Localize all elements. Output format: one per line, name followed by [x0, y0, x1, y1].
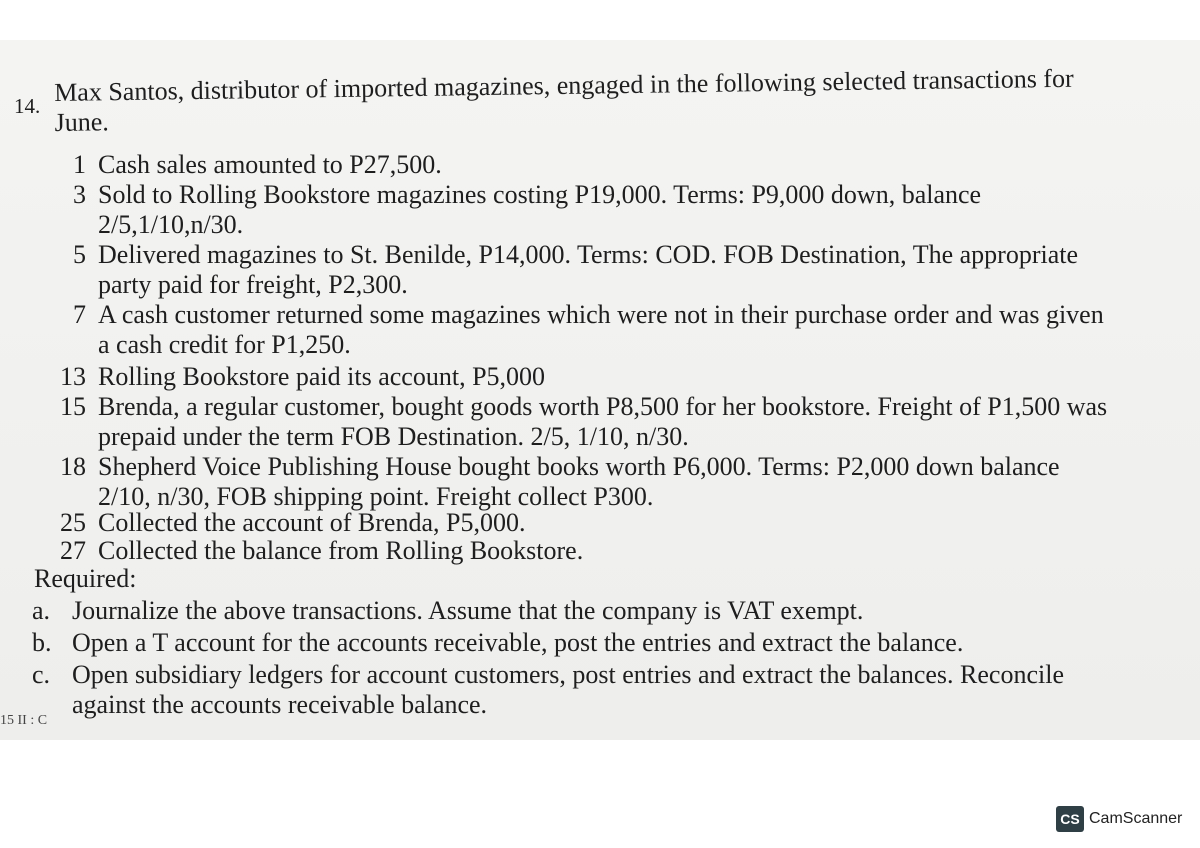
transaction-day: 25	[60, 508, 86, 537]
camscanner-logo-icon: CS	[1056, 806, 1084, 832]
transaction-text: Sold to Rolling Bookstore magazines costing P19,000. Terms: P9,000 down, balance 2/5,1/10,n/30.	[98, 180, 982, 239]
bottom-cutoff-text: 15 II : C	[0, 713, 48, 728]
camscanner-watermark	[1056, 806, 1182, 832]
requirement-letter: b.	[32, 628, 52, 657]
transaction-day: 3	[73, 180, 86, 209]
transaction-day: 15	[60, 392, 86, 421]
transaction-day: 18	[60, 452, 86, 481]
transaction-text: Collected the account of Brenda, P5,000.	[98, 508, 526, 537]
required-heading: Required:	[34, 564, 137, 593]
transaction-day: 13	[60, 362, 86, 391]
transaction-item	[52, 508, 1112, 538]
transaction-item	[52, 180, 1112, 240]
transaction-item	[52, 150, 1112, 180]
requirement-item	[32, 628, 1112, 658]
requirement-text: Journalize the above transactions. Assume that the company is VAT exempt.	[72, 596, 864, 625]
requirement-item	[32, 660, 1112, 720]
transaction-item	[52, 240, 1112, 300]
transaction-day: 5	[73, 240, 86, 269]
transaction-day: 1	[73, 150, 86, 179]
requirement-letter: c.	[32, 660, 51, 689]
transaction-text: Cash sales amounted to P27,500.	[98, 150, 442, 179]
transaction-item	[52, 392, 1112, 452]
transaction-text: Brenda, a regular customer, bought goods worth P8,500 for her bookstore. Freight of P1,500 was prepaid under the term FOB Destination. 2/5, 1/10, n/30.	[98, 392, 1108, 451]
transaction-item	[52, 300, 1112, 360]
camscanner-label: CamScanner	[1089, 810, 1183, 827]
transaction-day: 7	[73, 300, 86, 329]
requirement-letter: a.	[32, 596, 51, 625]
problem-number: 14.	[14, 94, 41, 118]
requirement-item	[32, 596, 1112, 626]
transaction-text: Collected the balance from Rolling Bookstore.	[98, 536, 584, 565]
transaction-text: Delivered magazines to St. Benilde, P14,000. Terms: COD. FOB Destination, The appropriate party paid for freight, P2,300.	[98, 240, 1079, 299]
transaction-day: 27	[60, 536, 86, 565]
transaction-item	[52, 536, 1112, 566]
transaction-text: Rolling Bookstore paid its account, P5,000	[98, 362, 546, 391]
problem-intro: Max Santos, distributor of imported magazines, engaged in the following selected transactions for June.	[54, 63, 1074, 137]
transaction-text: A cash customer returned some magazines which were not in their purchase order and was given a cash credit for P1,250.	[98, 300, 1104, 359]
transaction-item	[52, 452, 1112, 512]
transaction-item	[52, 362, 1112, 392]
transaction-text: Shepherd Voice Publishing House bought books worth P6,000. Terms: P2,000 down balance 2/10, n/30, FOB shipping point. Freight collect P300.	[98, 452, 1060, 511]
requirement-text: Open a T account for the accounts receivable, post the entries and extract the balance.	[72, 628, 964, 657]
requirement-text: Open subsidiary ledgers for account customers, post entries and extract the balances. Reconcile against the accounts receivable balance.	[72, 660, 1064, 719]
